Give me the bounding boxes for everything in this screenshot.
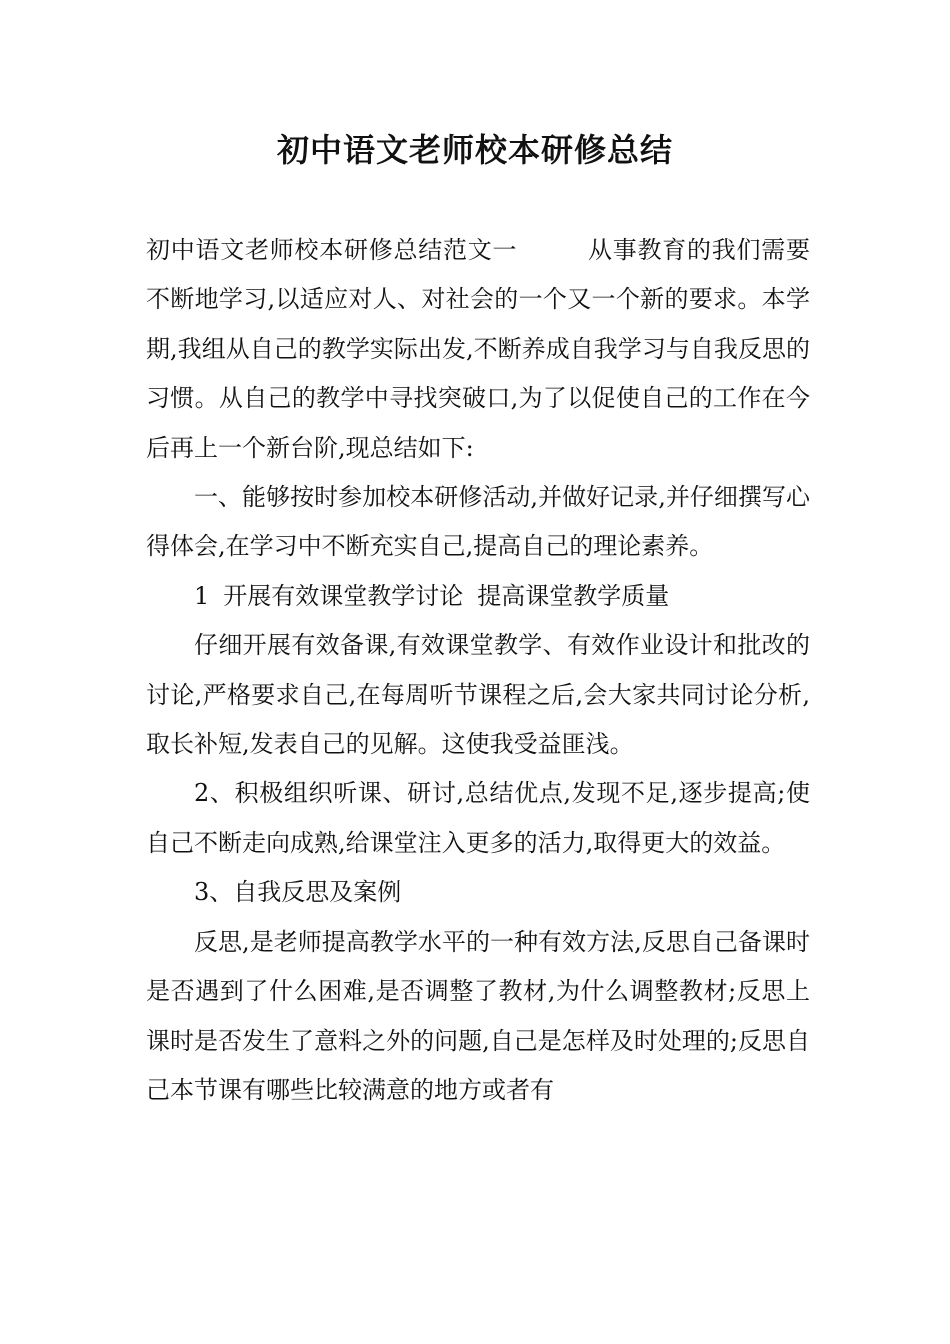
item-1-paragraph: 仔细开展有效备课,有效课堂教学、有效作业设计和批改的讨论,严格要求自己,在每周听节课程之后,会大家共同讨论分析,取长补短,发表自己的见解。这使我受益匪浅。 (146, 631, 810, 759)
section-one-paragraph: 一、能够按时参加校本研修活动,并做好记录,并仔细撰写心得体会,在学习中不断充实自己,提高自己的理论素养。 (146, 483, 810, 561)
item-3-heading: 3、自我反思及案例 (194, 878, 402, 907)
intro-text: 从事教育的我们需要不断地学习,以适应对人、对社会的一个又一个新的要求。本学期,我组从自己的教学实际出发,不断养成自我学习与自我反思的习惯。从自己的教学中寻找突破口,为了以促使自己的工作在今后再上一个新台阶,现总结如下: (146, 236, 810, 462)
item-1-number: 1 (194, 581, 210, 610)
item-1-part-a: 开展有效课堂教学讨论 (223, 581, 464, 610)
item-1-part-b: 提高课堂教学质量 (477, 581, 670, 610)
document-title: 初中语文老师校本研修总结 (276, 131, 673, 169)
item-1-heading (146, 572, 810, 621)
document-body (146, 226, 810, 1115)
intro-lead: 初中语文老师校本研修总结范文一 (146, 236, 518, 264)
item-3-paragraph: 反思,是老师提高教学水平的一种有效方法,反思自己备课时是否遇到了什么困难,是否调整了教材,为什么调整教材;反思上课时是否发生了意料之外的问题,自己是怎样及时处理的;反思自己本节课有哪些比较满意的地方或者有 (146, 927, 810, 1104)
item-2-paragraph: 2、积极组织听课、研讨,总结优点,发现不足,逐步提高;使自己不断走向成熟,给课堂注入更多的活力,取得更大的效益。 (146, 779, 810, 857)
intro-paragraph (146, 226, 810, 473)
